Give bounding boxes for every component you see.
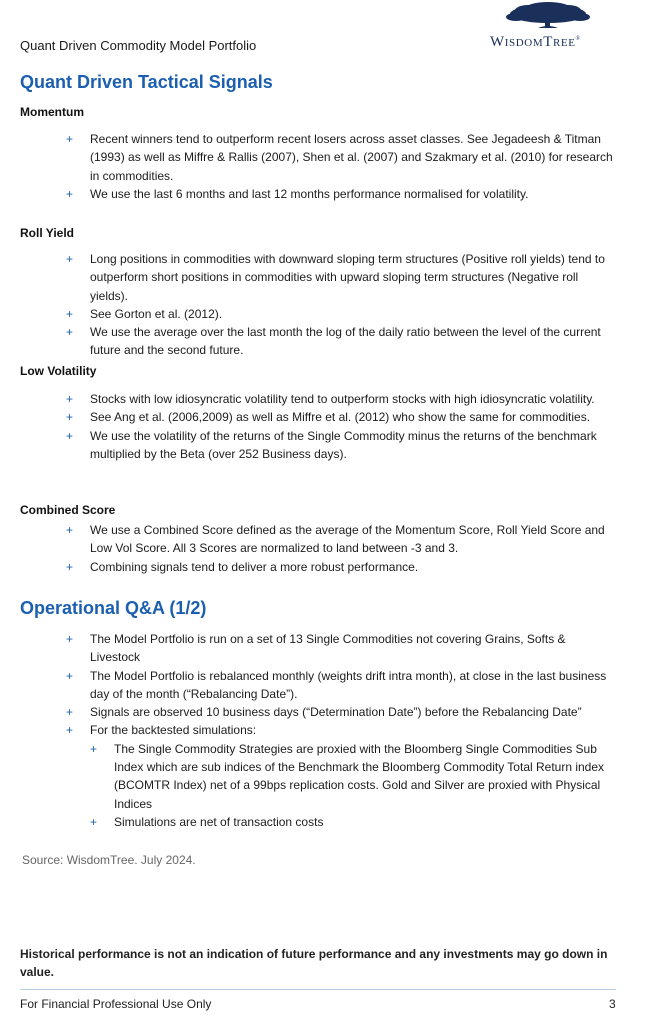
operational-qa-list: [66, 630, 618, 831]
plus-bullet-icon: +: [66, 392, 74, 406]
list-item-text: We use the average over the last month the log of the daily ratio between the level of the current future and the second future.: [90, 325, 601, 358]
plus-bullet-icon: +: [66, 559, 74, 574]
list-item: [66, 630, 618, 667]
section-title-operational-qa: Operational Q&A (1/2): [20, 598, 207, 618]
logo-registered-mark: ®: [575, 36, 581, 42]
list-item-text: Simulations are net of transaction costs: [114, 814, 324, 829]
section-title-tactical-signals: Quant Driven Tactical Signals: [20, 72, 273, 92]
list-item: [66, 130, 618, 185]
list-item: [66, 390, 618, 408]
list-item-text: See Gorton et al. (2012).: [90, 306, 223, 321]
page-header-title: Quant Driven Commodity Model Portfolio: [20, 38, 257, 53]
roll-yield-list: [66, 250, 618, 360]
list-item: [66, 558, 618, 576]
list-item: [66, 721, 618, 831]
plus-bullet-icon: +: [66, 523, 74, 537]
subheading-roll-yield: Roll Yield: [20, 226, 75, 240]
plus-bullet-icon: +: [90, 814, 98, 829]
plus-bullet-icon: +: [66, 632, 74, 646]
page-number: 3: [609, 997, 616, 1011]
list-item-text: Long positions in commodities with downward sloping term structures (Positive roll yields) tend to outperform short positions in commodities with upward sloping term structures (Negative roll yields).: [90, 252, 605, 303]
subheading-momentum: Momentum: [20, 105, 84, 119]
sub-list-item: [90, 813, 618, 831]
backtest-sublist: [90, 740, 618, 831]
list-item-text: Signals are observed 10 business days (“Determination Date”) before the Rebalancing Date”: [90, 705, 582, 720]
plus-bullet-icon: +: [66, 668, 74, 683]
plus-bullet-icon: +: [90, 741, 98, 756]
list-item: [66, 185, 618, 203]
combined-score-list: [66, 521, 618, 576]
low-volatility-list: [66, 390, 618, 463]
logo-text-main: WisdomTree: [490, 34, 576, 50]
list-item-text: We use the last 6 months and last 12 months performance normalised for volatility.: [90, 186, 529, 201]
list-item-text: The Single Commodity Strategies are proxied with the Bloomberg Single Commodities Sub Index which are sub indices of the Benchmark the Bloomberg Commodity Total Return index (BCOMTR Index) net of a 99bps replication costs. Gold and Silver are proxied with Physical Indices: [114, 741, 605, 811]
subheading-low-volatility: Low Volatility: [20, 364, 97, 378]
plus-bullet-icon: +: [66, 186, 74, 201]
plus-bullet-icon: +: [66, 410, 74, 425]
plus-bullet-icon: +: [66, 252, 74, 266]
list-item-text: The Model Portfolio is rebalanced monthly (weights drift intra month), at close in the last business day of the month (“Rebalancing Date”).: [90, 668, 607, 701]
footer-audience-note: For Financial Professional Use Only: [20, 997, 212, 1011]
performance-disclaimer: Historical performance is not an indication of future performance and any investments may go down in value.: [20, 947, 608, 980]
list-item-text: For the backtested simulations:: [90, 723, 257, 738]
wisdomtree-logo-text: [490, 34, 581, 51]
list-item: [66, 250, 618, 305]
plus-bullet-icon: +: [66, 428, 74, 443]
list-item-text: See Ang et al. (2006,2009) as well as Miffre et al. (2012) who show the same for commodities.: [90, 410, 591, 425]
list-item-text: Stocks with low idiosyncratic volatility tend to outperform stocks with high idiosyncratic volatility.: [90, 392, 595, 406]
list-item: [66, 305, 618, 323]
list-item-text: Combining signals tend to deliver a more robust performance.: [90, 559, 419, 574]
plus-bullet-icon: +: [66, 306, 74, 321]
momentum-list: [66, 130, 618, 203]
list-item: [66, 427, 618, 464]
list-item-text: We use the volatility of the returns of the Single Commodity minus the returns of the benchmark multiplied by the Beta (over 252 Business days).: [90, 428, 597, 461]
plus-bullet-icon: +: [66, 325, 74, 340]
list-item: [66, 323, 618, 360]
list-item-text: The Model Portfolio is run on a set of 13 Single Commodities not covering Grains, Softs & Livestock: [90, 632, 566, 665]
list-item-text: We use a Combined Score defined as the average of the Momentum Score, Roll Yield Score and Low Vol Score. All 3 Scores are normalized to land between -3 and 3.: [90, 523, 605, 556]
list-item: [66, 703, 618, 721]
source-note: Source: WisdomTree. July 2024.: [22, 853, 196, 867]
subheading-combined-score: Combined Score: [20, 503, 116, 517]
plus-bullet-icon: +: [66, 723, 74, 738]
list-item: [66, 408, 618, 426]
list-item: [66, 521, 618, 558]
plus-bullet-icon: +: [66, 132, 74, 146]
list-item: [66, 667, 618, 704]
list-item-text: Recent winners tend to outperform recent losers across asset classes. See Jegadeesh & Titman (1993) as well as Miffre & Rallis (2007), Shen et al. (2007) and Szakmary et al. (2010) for research in commodities.: [90, 132, 613, 183]
footer-divider: [20, 989, 616, 990]
sub-list-item: [90, 740, 618, 813]
plus-bullet-icon: +: [66, 705, 74, 720]
